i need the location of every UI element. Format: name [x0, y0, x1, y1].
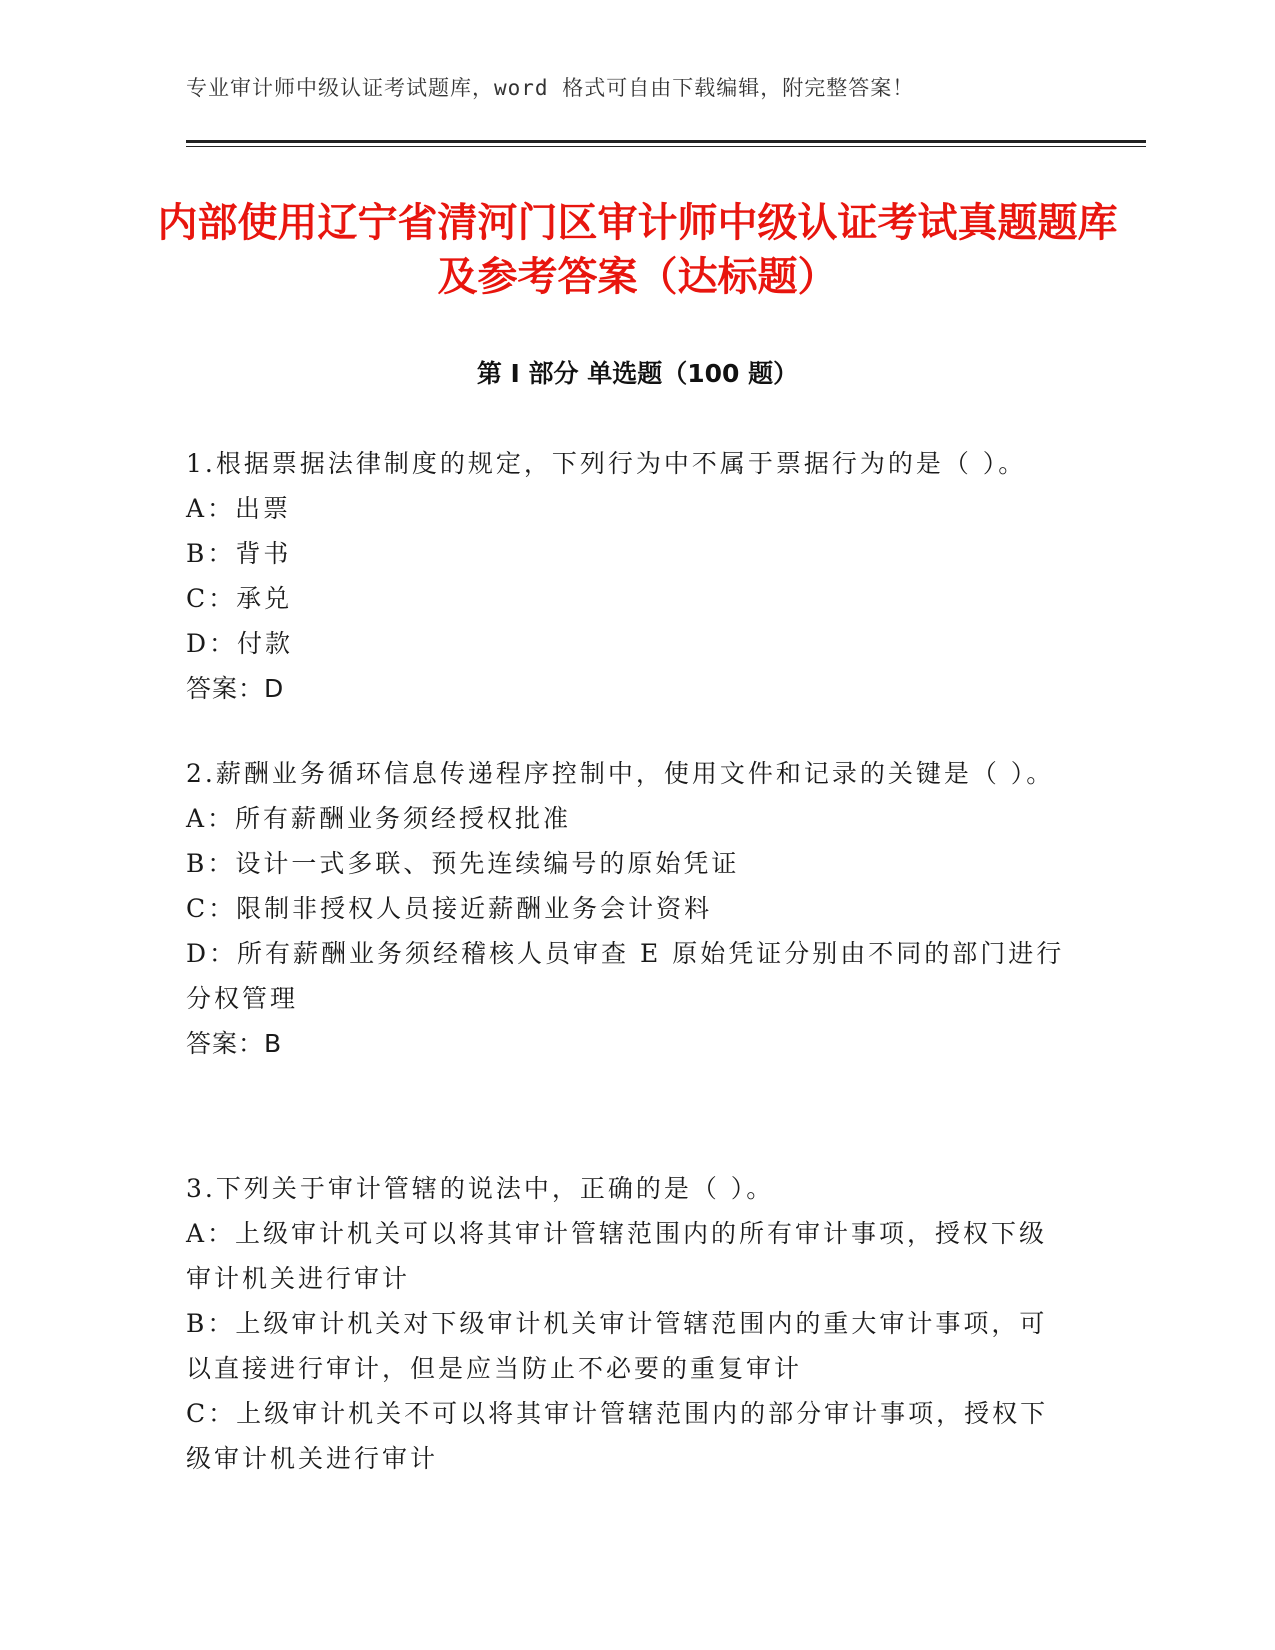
option-c: C：限制非授权人员接近薪酬业务会计资料: [186, 894, 713, 923]
question-stem: 2.薪酬业务循环信息传递程序控制中，使用文件和记录的关键是（ ）。: [186, 759, 1055, 788]
header-note: 专业审计师中级认证考试题库，word 格式可自由下载编辑，附完整答案！: [186, 76, 915, 100]
option-a: A：上级审计机关可以将其审计管辖范围内的所有审计事项，授权下级审计机关进行审计: [186, 1219, 1048, 1293]
header-divider-thick: [186, 140, 1146, 143]
question-stem: 1.根据票据法律制度的规定，下列行为中不属于票据行为的是（ ）。: [186, 449, 1027, 478]
option-a: A：所有薪酬业务须经授权批准: [186, 804, 572, 833]
option-c: C：承兑: [186, 584, 293, 613]
section-title: 第 I 部分 单选题（100 题）: [476, 359, 799, 388]
option-d: D：所有薪酬业务须经稽核人员审查 E 原始凭证分别由不同的部门进行分权管理: [186, 939, 1065, 1013]
option-b: B：背书: [186, 539, 292, 568]
answer-line: 答案：B: [186, 1029, 283, 1058]
option-d: D：付款: [186, 629, 294, 658]
answer-line: 答案：D: [186, 674, 285, 703]
option-a: A：出票: [186, 494, 292, 523]
question-2: [186, 751, 1066, 1066]
header-divider-thin: [186, 146, 1146, 147]
question-stem: 3.下列关于审计管辖的说法中，正确的是（ ）。: [186, 1174, 775, 1203]
option-b: B：设计一式多联、预先连续编号的原始凭证: [186, 849, 740, 878]
option-c: C：上级审计机关不可以将其审计管辖范围内的部分审计事项，授权下级审计机关进行审计: [186, 1399, 1049, 1473]
document-title: 内部使用辽宁省清河门区审计师中级认证考试真题题库及参考答案（达标题）: [157, 200, 1118, 300]
question-1: [186, 441, 1066, 711]
option-b: B：上级审计机关对下级审计机关审计管辖范围内的重大审计事项，可以直接进行审计，但是应当防止不必要的重复审计: [186, 1309, 1048, 1383]
question-3: [186, 1166, 1066, 1481]
